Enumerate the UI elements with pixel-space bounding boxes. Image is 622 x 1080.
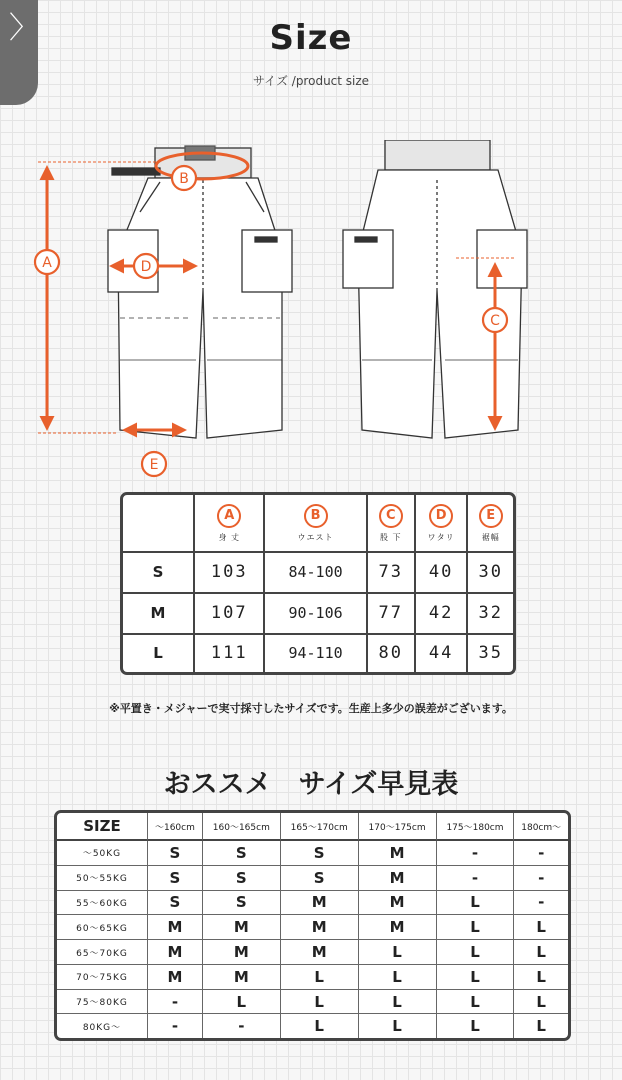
measurement-header-d: D ワタリ xyxy=(416,495,469,553)
recommend-title: おススメ サイズ早見表 xyxy=(163,769,459,800)
page-subtitle: サイズ /product size xyxy=(252,74,370,88)
table-row: ～50KG S S S M - - xyxy=(57,841,568,866)
height-header: ～160cm xyxy=(148,813,203,841)
recommend-corner: SIZE xyxy=(57,813,148,841)
height-header: 165～170cm xyxy=(281,813,359,841)
measurement-header-a: A 身 丈 xyxy=(195,495,265,553)
marker-a-label: A xyxy=(42,255,52,271)
height-header: 175～180cm xyxy=(437,813,515,841)
table-row: 75～80KG - L L L L L xyxy=(57,990,568,1015)
height-header: 160～165cm xyxy=(203,813,281,841)
measurement-header-row xyxy=(123,495,513,553)
measurement-header-e: E 裾幅 xyxy=(468,495,513,553)
size-recommendation-table xyxy=(54,810,571,1041)
marker-c-label: C xyxy=(490,313,500,329)
height-header: 180cm～ xyxy=(514,813,568,841)
pants-front-illustration xyxy=(108,146,292,438)
table-row: 50～55KG S S S M - - xyxy=(57,866,568,891)
pants-back-illustration xyxy=(343,140,527,438)
pants-size-diagram xyxy=(0,140,622,485)
measurement-header-b: B ウエスト xyxy=(265,495,367,553)
table-row: 55～60KG S S M M L - xyxy=(57,891,568,916)
marker-e-label: E xyxy=(149,457,159,473)
table-row: S 103 84-100 73 40 30 xyxy=(123,553,513,594)
marker-d-label: D xyxy=(140,259,152,275)
marker-b-label: B xyxy=(179,171,189,187)
page-title: Size xyxy=(269,18,353,58)
height-header: 170～175cm xyxy=(359,813,437,841)
recommend-header-row xyxy=(57,813,568,841)
chevron-right-icon: 〉 xyxy=(9,11,39,46)
table-row: 60～65KG M M M M L L xyxy=(57,915,568,940)
measurement-note: ※平置き・メジャーで実寸採寸したサイズです。生産上多少の誤差がございます。 xyxy=(109,702,513,715)
measurement-header-c: C 股 下 xyxy=(368,495,416,553)
measurement-table xyxy=(120,492,516,675)
table-row: M 107 90-106 77 42 32 xyxy=(123,594,513,635)
measurement-corner-cell xyxy=(123,495,195,553)
table-row: 80KG～ - - L L L L xyxy=(57,1014,568,1038)
table-row: 70～75KG M M L L L L xyxy=(57,965,568,990)
table-row: 65～70KG M M M L L L xyxy=(57,940,568,965)
table-row: L 111 94-110 80 44 35 xyxy=(123,635,513,672)
